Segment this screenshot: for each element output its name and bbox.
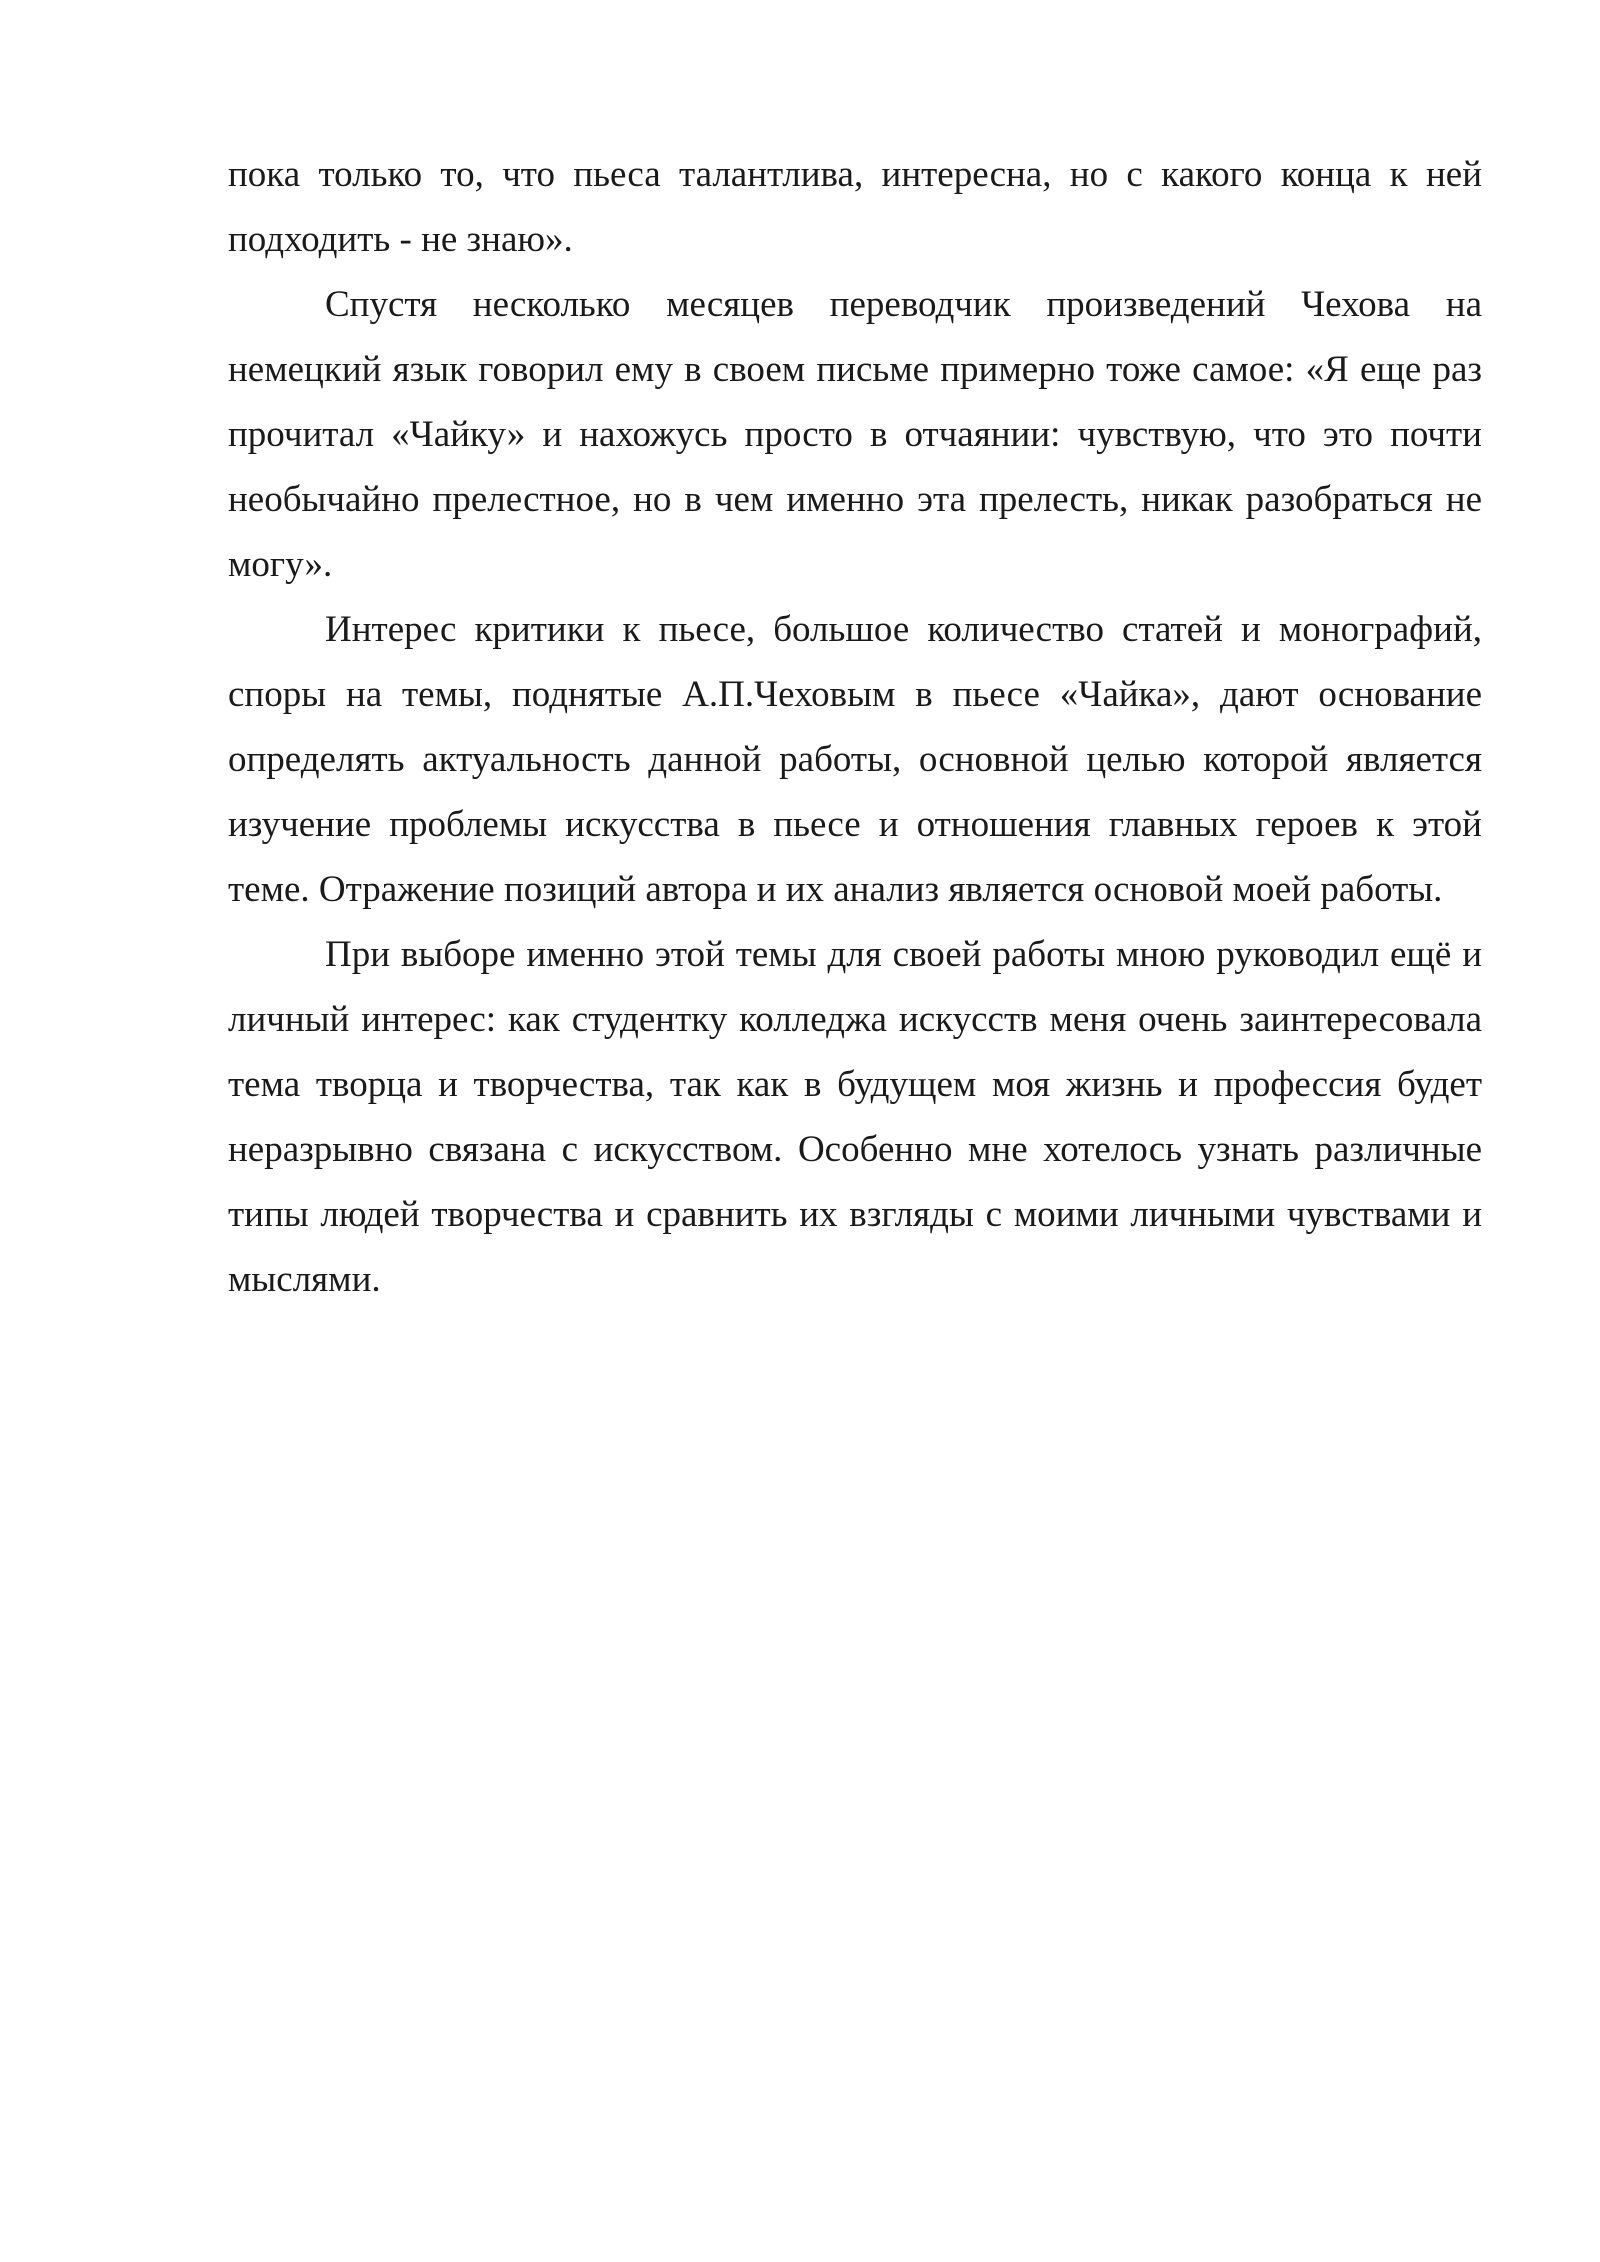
paragraph-continuation: пока только то, что пьеса талантлива, интересна, но с какого конца к ней подходить - не знаю».: [228, 154, 1482, 260]
body-text: [228, 142, 1482, 1312]
paragraph: Спустя несколько месяцев переводчик произведений Чехова на немецкий язык говорил ему в своем письме примерно тоже самое: «Я еще раз прочитал «Чайку» и нахожусь просто в отчаянии: чувствую, что это почти необычайно прелестное, но в чем именно эта прелесть, никак разобраться не могу».: [228, 284, 1482, 585]
paragraph: Интерес критики к пьесе, большое количество статей и монографий, споры на темы, поднятые А.П.Чеховым в пьесе «Чайка», дают основание определять актуальность данной работы, основной целью которой является изучение проблемы искусства в пьесе и отношения главных героев к этой теме. Отражение позиций автора и их анализ является основой моей работы.: [228, 609, 1482, 910]
paragraph: При выборе именно этой темы для своей работы мною руководил ещё и личный интерес: как студентку колледжа искусств меня очень заинтересовала тема творца и творчества, так как в будущем моя жизнь и профессия будет неразрывно связана с искусством. Особенно мне хотелось узнать различные типы людей творчества и сравнить их взгляды с моими личными чувствами и мыслями.: [228, 934, 1482, 1300]
